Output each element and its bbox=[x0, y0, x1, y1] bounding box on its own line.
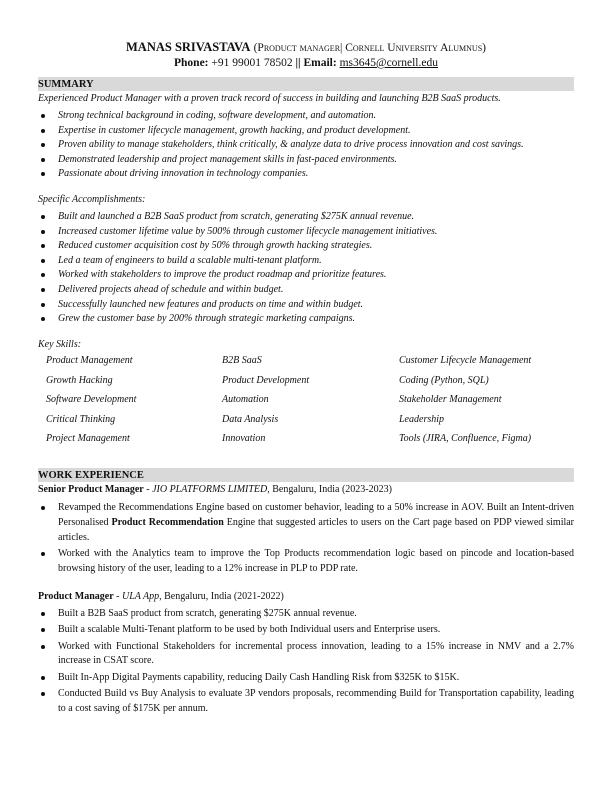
list-item: Worked with Functional Stakeholders for incremental process innovation, leading to a 15% increase in NMV and a 2.7% increase in CSAT score. bbox=[38, 640, 574, 670]
list-item: Built and launched a B2B SaaS product from scratch, generating $275K annual revenue. bbox=[38, 210, 578, 225]
skill: Product Development bbox=[222, 374, 310, 386]
skill: Project Management bbox=[46, 433, 130, 444]
skills-label: Key Skills: bbox=[38, 339, 82, 350]
skill: Software Development bbox=[46, 394, 137, 405]
skill: Leadership bbox=[399, 413, 444, 425]
job-title-line bbox=[38, 591, 284, 602]
text: Revamped the Recommendations Engine based on customer behavior, leading to a 50% increase in AOV. Built an Intent-driven Personalised bbox=[58, 502, 574, 528]
phone-number: +91 99001 78502 bbox=[211, 57, 293, 69]
list-item: Successfully launched new features and products on time and within budget. bbox=[38, 298, 578, 313]
skill: Automation bbox=[222, 394, 269, 405]
skill: Growth Hacking bbox=[46, 374, 113, 386]
company: JIO PLATFORMS LIMITED bbox=[152, 484, 268, 495]
accomplishments-label: Specific Accomplishments: bbox=[38, 194, 146, 205]
email-link[interactable]: ms3645@cornell.edu bbox=[339, 57, 438, 69]
list-item: Worked with the Analytics team to improve the Top Products recommendation logic based on pincode and location-based browsing history of the user, leading to a 12% increase in PLP to PDP rate. bbox=[38, 547, 574, 577]
list-item: Conducted Build vs Buy Analysis to evaluate 3P vendors proposals, recommending Build for Transportation capability, leading to a cost saving of $175K per annum. bbox=[38, 687, 574, 717]
location-dates: , Bengaluru, India (2021-2022) bbox=[159, 591, 284, 602]
skill: B2B SaaS bbox=[222, 355, 262, 366]
company: ULA App bbox=[121, 591, 160, 602]
job-title: Senior Product Manager bbox=[38, 484, 144, 495]
skill: Tools (JIRA, Confluence, Figma) bbox=[399, 433, 532, 444]
skill: Data Analysis bbox=[222, 413, 279, 425]
list-item: Built a scalable Multi-Tenant platform to be used by both Individual users and Enterprise users. bbox=[38, 623, 574, 638]
skill: Critical Thinking bbox=[46, 413, 116, 425]
list-item: Proven ability to manage stakeholders, think critically, & analyze data to drive process innovation and cost savings. bbox=[38, 138, 578, 153]
job-title: Product Manager bbox=[38, 591, 114, 602]
skill: Stakeholder Management bbox=[399, 394, 502, 405]
list-item: Passionate about driving innovation in technology companies. bbox=[38, 167, 578, 182]
skill: Innovation bbox=[222, 433, 266, 444]
text: Engine that suggested articles to users on the Cart page based on PDP viewed similar articles. bbox=[58, 516, 575, 543]
summary-bullets bbox=[38, 109, 578, 182]
resume-title bbox=[0, 40, 612, 55]
list-item: Grew the customer base by 200% through strategic marketing campaigns. bbox=[38, 312, 578, 327]
skill: Product Management bbox=[46, 355, 133, 366]
list-item: Strong technical background in coding, software development, and automation. bbox=[38, 109, 578, 124]
list-item: Led a team of engineers to build a scalable multi-tenant platform. bbox=[38, 254, 578, 269]
list-item: Increased customer lifetime value by 500% through customer lifecycle management initiatives. bbox=[38, 225, 578, 240]
list-item: Expertise in customer lifecycle management, growth hacking, and product development. bbox=[38, 124, 578, 139]
job-bullets bbox=[38, 607, 574, 718]
job-title-line bbox=[38, 484, 392, 495]
candidate-name: MANAS SRIVASTAVA bbox=[126, 40, 251, 54]
summary-heading: SUMMARY bbox=[38, 77, 574, 91]
dash: - bbox=[113, 591, 122, 602]
separator: || bbox=[295, 57, 301, 69]
list-item: Delivered projects ahead of schedule and within budget. bbox=[38, 283, 578, 298]
work-heading: WORK EXPERIENCE bbox=[38, 468, 574, 482]
list-item bbox=[38, 501, 574, 545]
list-item: Demonstrated leadership and project management skills in fast-paced environments. bbox=[38, 153, 578, 168]
phone-label: Phone: bbox=[174, 57, 209, 69]
list-item: Built In-App Digital Payments capability, reducing Daily Cash Handling Risk from $325K to $15K. bbox=[38, 671, 574, 686]
candidate-subtitle: (Product manager| Cornell University Alumnus) bbox=[253, 42, 486, 54]
contact-line bbox=[0, 57, 612, 69]
email-label: Email: bbox=[303, 57, 337, 69]
dash: - bbox=[143, 484, 153, 495]
bold-text: Product Recommendation bbox=[111, 516, 224, 528]
list-item: Reduced customer acquisition cost by 50% through growth hacking strategies. bbox=[38, 239, 578, 254]
skill: Coding (Python, SQL) bbox=[399, 374, 489, 386]
skills-grid bbox=[46, 355, 579, 453]
summary-intro: Experienced Product Manager with a proven track record of success in building and launching B2B SaaS products. bbox=[38, 93, 501, 104]
skill: Customer Lifecycle Management bbox=[399, 355, 532, 366]
list-item: Worked with stakeholders to improve the product roadmap and prioritize features. bbox=[38, 268, 578, 283]
location-dates: , Bengaluru, India (2023-2023) bbox=[267, 484, 392, 495]
list-item: Built a B2B SaaS product from scratch, generating $275K annual revenue. bbox=[38, 607, 574, 622]
job-bullets bbox=[38, 501, 574, 578]
accomplishments-list bbox=[38, 210, 578, 327]
